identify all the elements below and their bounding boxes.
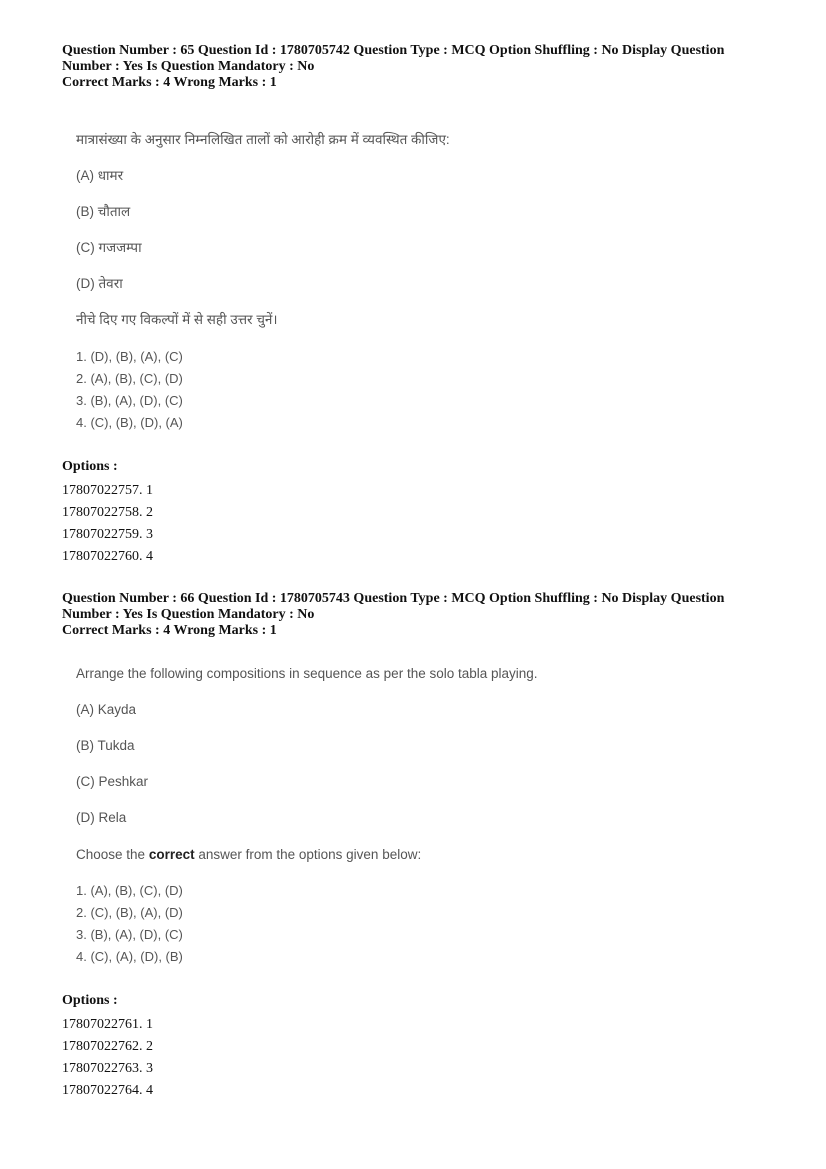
question-item: (D) तेवरा xyxy=(76,276,123,291)
choice-item: 3. (B), (A), (D), (C) xyxy=(76,927,183,942)
option-row: 17807022759. 3 xyxy=(62,527,153,542)
question-meta-line2: Number : Yes Is Question Mandatory : No xyxy=(62,59,315,74)
option-row: 17807022763. 3 xyxy=(62,1061,153,1076)
option-row: 17807022757. 1 xyxy=(62,483,153,498)
question-marks: Correct Marks : 4 Wrong Marks : 1 xyxy=(62,623,277,638)
question-marks: Correct Marks : 4 Wrong Marks : 1 xyxy=(62,75,277,90)
question-meta-line1: Question Number : 66 Question Id : 1780705743 Question Type : MCQ Option Shuffling : No Display Question xyxy=(62,591,725,606)
question-item: (B) चौताल xyxy=(76,204,131,219)
question-meta-line2: Number : Yes Is Question Mandatory : No xyxy=(62,607,315,622)
question-prompt: मात्रासंख्या के अनुसार निम्नलिखित तालों को आरोही क्रम में व्यवस्थित कीजिए: xyxy=(76,132,450,147)
question-66-options xyxy=(62,993,782,1102)
question-65-header xyxy=(62,43,782,91)
choice-item: 4. (C), (A), (D), (B) xyxy=(76,949,183,964)
option-row: 17807022761. 1 xyxy=(62,1017,153,1032)
question-item: (D) Rela xyxy=(76,810,127,825)
question-65-choices xyxy=(76,346,696,434)
options-label: Options : xyxy=(62,459,118,474)
question-meta-line1: Question Number : 65 Question Id : 1780705742 Question Type : MCQ Option Shuffling : No Display Question xyxy=(62,43,725,58)
question-item: (C) गजजम्पा xyxy=(76,240,142,255)
question-65-options xyxy=(62,459,782,568)
choice-item: 4. (C), (B), (D), (A) xyxy=(76,415,183,430)
option-row: 17807022760. 4 xyxy=(62,549,153,564)
options-label: Options : xyxy=(62,993,118,1008)
question-66-choices xyxy=(76,880,696,968)
question-item: (A) धामर xyxy=(76,168,124,183)
question-66-header xyxy=(62,591,782,639)
choice-item: 1. (A), (B), (C), (D) xyxy=(76,883,183,898)
choice-item: 2. (A), (B), (C), (D) xyxy=(76,371,183,386)
question-item: (A) Kayda xyxy=(76,702,137,717)
question-65-body xyxy=(76,131,696,149)
question-prompt: Arrange the following compositions in sequence as per the solo tabla playing. xyxy=(76,666,538,681)
option-row: 17807022762. 2 xyxy=(62,1039,153,1054)
choice-item: 2. (C), (B), (A), (D) xyxy=(76,905,183,920)
option-row: 17807022758. 2 xyxy=(62,505,153,520)
choice-item: 3. (B), (A), (D), (C) xyxy=(76,393,183,408)
option-row: 17807022764. 4 xyxy=(62,1083,153,1098)
question-instruction: Choose the correct answer from the options given below: xyxy=(76,847,422,862)
question-item: (B) Tukda xyxy=(76,738,135,753)
choice-item: 1. (D), (B), (A), (C) xyxy=(76,349,183,364)
question-item: (C) Peshkar xyxy=(76,774,149,789)
emphasis-correct: correct xyxy=(148,847,195,862)
question-66-body xyxy=(76,665,696,683)
question-instruction: नीचे दिए गए विकल्पों में से सही उत्तर चुनें। xyxy=(76,312,278,327)
